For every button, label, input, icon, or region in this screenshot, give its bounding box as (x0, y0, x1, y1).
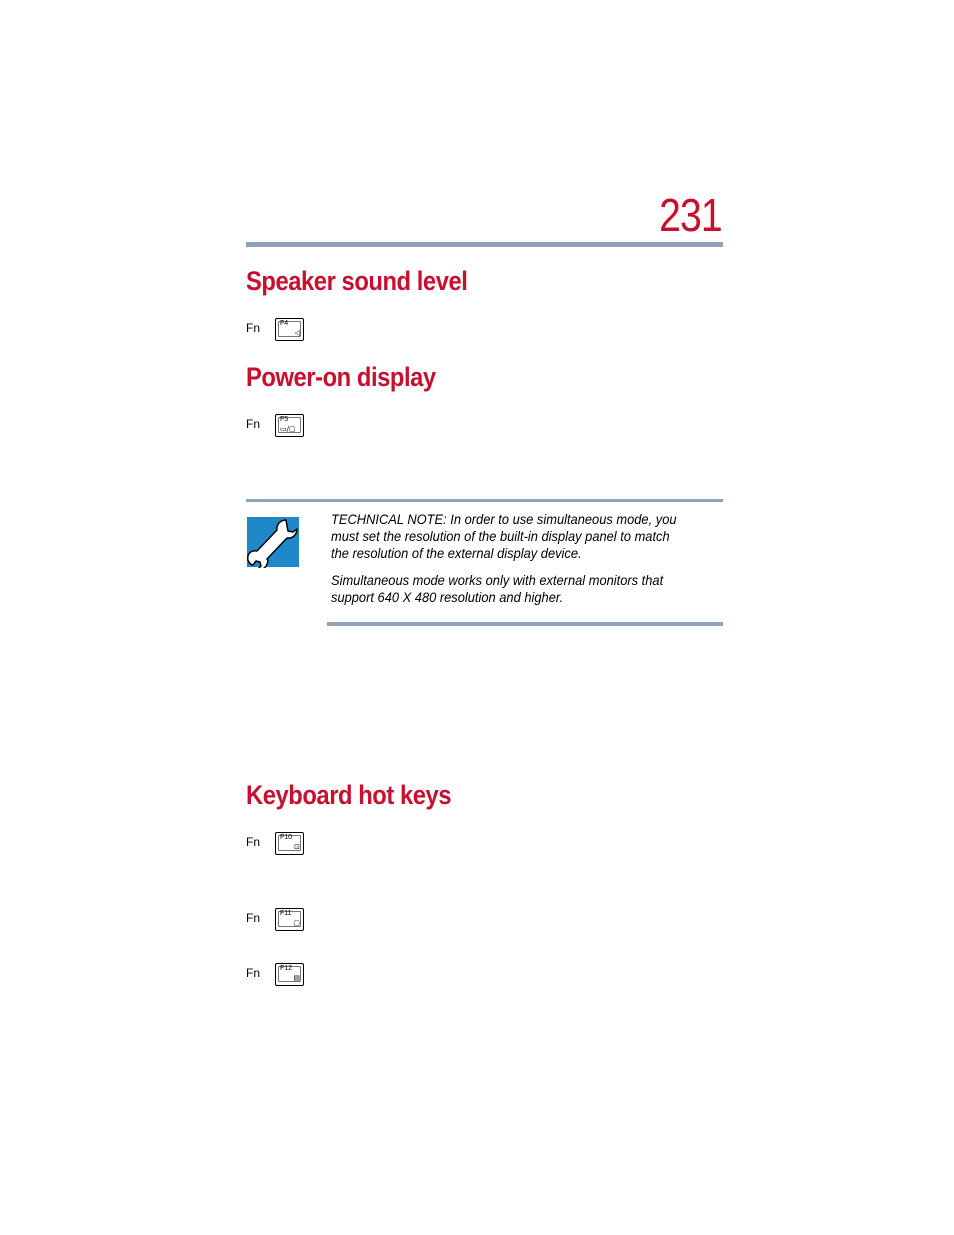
numeric-overlay-icon: ▢ (293, 919, 300, 927)
fn-label: Fn (246, 321, 261, 335)
scroll-lock-icon: ▤ (293, 974, 300, 982)
key-label: F4 (280, 320, 289, 327)
key-f4 (275, 318, 304, 341)
fn-label: Fn (246, 911, 261, 925)
fn-label: Fn (246, 966, 261, 980)
header-rule (246, 242, 723, 247)
display-switch-icon: ▭/▢ (280, 425, 296, 433)
key-f5 (275, 414, 304, 437)
key-f12 (275, 963, 304, 986)
heading-speaker-sound-level: Speaker sound level (246, 266, 468, 296)
speaker-icon: ◁ (294, 329, 300, 337)
page-number: 231 (659, 189, 722, 241)
cursor-control-icon: ⊡ (294, 843, 300, 851)
wrench-icon (246, 516, 300, 568)
key-label: F10 (280, 834, 293, 841)
note-paragraph-2: Simultaneous mode works only with external monitors that support 640 X 480 resolution and higher. (331, 572, 664, 605)
key-label: F12 (280, 965, 293, 972)
key-label: F5 (280, 416, 289, 423)
heading-power-on-display: Power-on display (246, 362, 436, 392)
key-f10 (275, 832, 304, 855)
fn-label: Fn (246, 417, 261, 431)
key-label: F11 (280, 910, 292, 917)
heading-keyboard-hot-keys: Keyboard hot keys (246, 780, 452, 810)
key-f11 (275, 908, 304, 931)
note-paragraph-1: TECHNICAL NOTE: In order to use simultaneous mode, you must set the resolution of the built-in display panel to match the resolution of the external display device. (331, 511, 677, 561)
note-bottom-rule (327, 622, 723, 626)
note-top-rule (246, 499, 723, 502)
fn-label: Fn (246, 835, 261, 849)
